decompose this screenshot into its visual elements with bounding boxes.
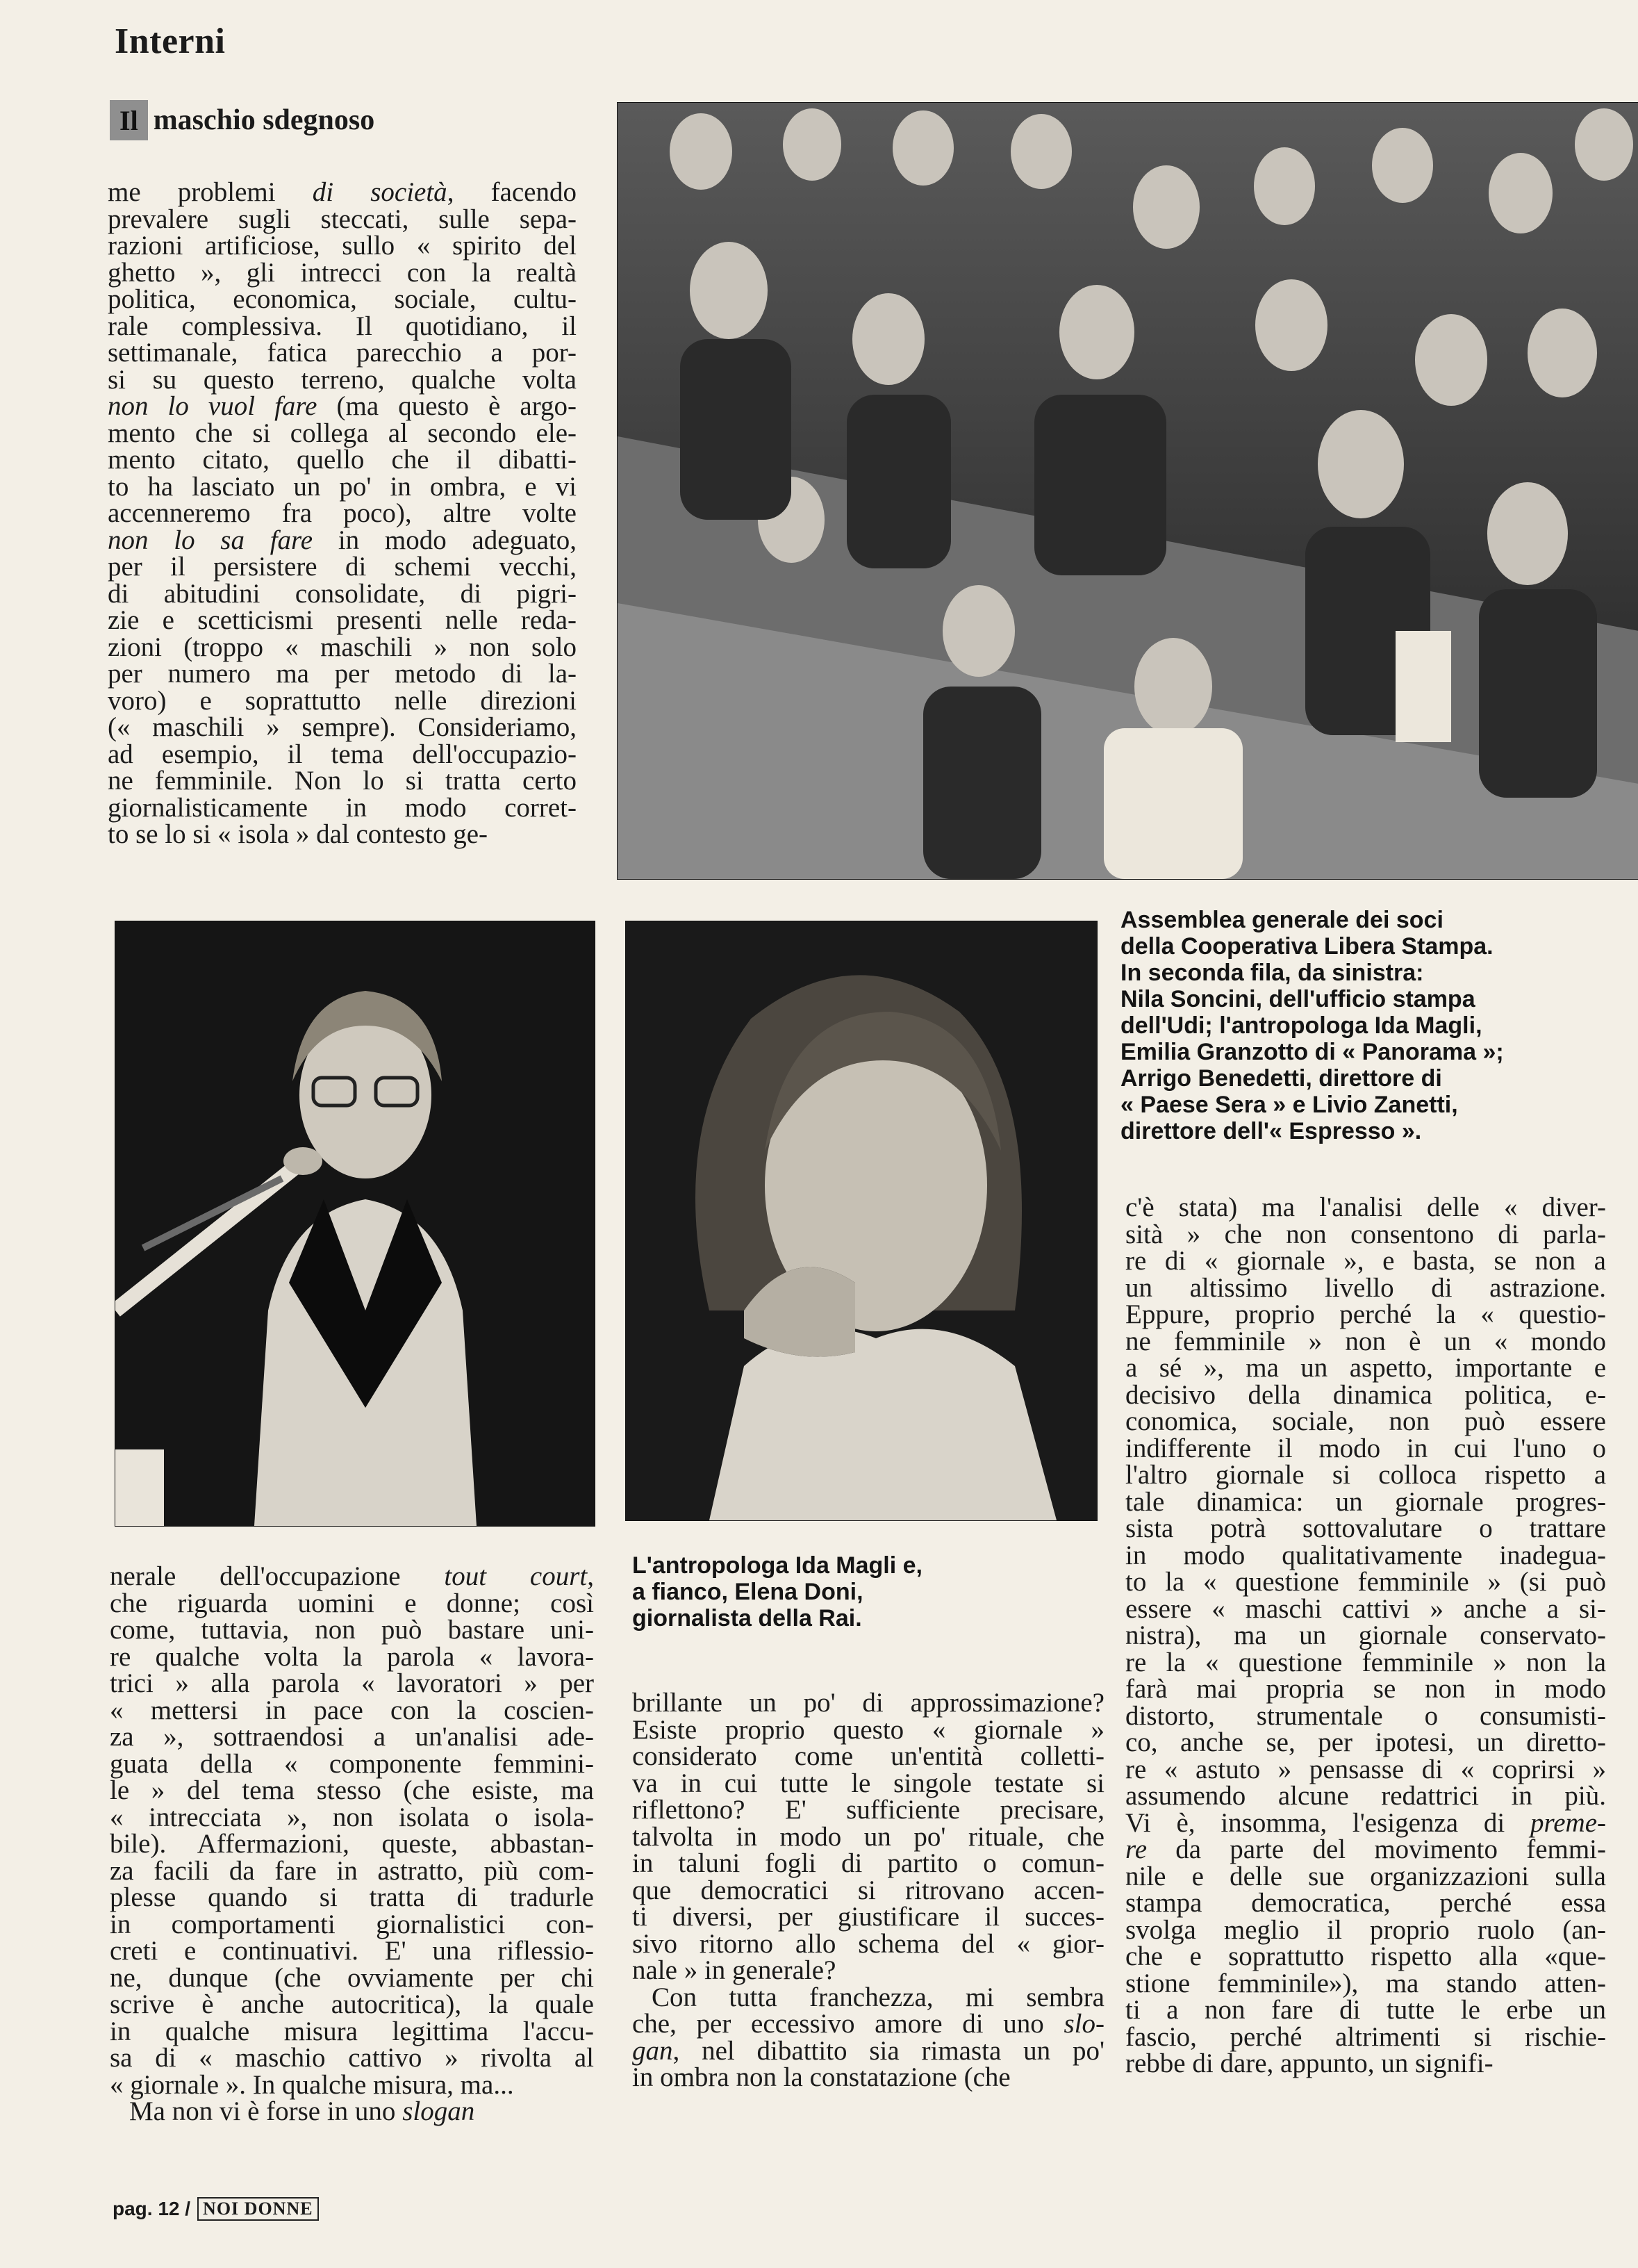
text-line: trici » alla parola « lavoratori » per [110, 1668, 594, 1698]
text-line: za facili da fare in astratto, più com- [110, 1855, 594, 1886]
caption-line: direttore dell'« Espresso ». [1120, 1118, 1422, 1144]
page-footer [113, 2197, 319, 2221]
text-column-left [110, 1563, 594, 2126]
text-line: considerato come un'entità colletti- [632, 1741, 1105, 1771]
text-line: che e soprattutto rispetto alla «que- [1125, 1941, 1606, 1971]
rubric-box: Il [110, 100, 148, 140]
text-line: non lo sa fare in modo adeguato, [108, 525, 577, 555]
text-line: nale » in generale? [632, 1955, 836, 1985]
text-line: creti e continuativi. E' una riflessio- [110, 1936, 594, 1966]
text-line: sista potrà sottovalutare o trattare [1125, 1513, 1606, 1543]
text-line: re di « giornale », e basta, se non a [1125, 1246, 1606, 1276]
text-line: to ha lasciato un po' in ombra, e vi [108, 471, 577, 502]
caption-line: Arrigo Benedetti, direttore di [1120, 1065, 1442, 1092]
page-number: pag. 12 / [113, 2198, 191, 2219]
caption-assembly-photo [1120, 907, 1579, 1144]
text-line: guata della « componente femmini- [110, 1748, 594, 1779]
text-line: assumendo alcune redattrici in più. [1125, 1781, 1606, 1811]
text-line: che, per eccessivo amore di uno slo- [632, 2009, 1105, 2039]
text-line: co, anche se, per ipotesi, un direttο- [1125, 1727, 1606, 1757]
text-line: prevalere sugli steccati, sulle sepa- [108, 204, 577, 234]
text-line: per il persistere di schemi vecchi, [108, 552, 577, 582]
text-line: politica, economica, sociale, cultu- [108, 284, 577, 314]
text-line: c'è stata) ma l'analisi delle « diver- [1125, 1192, 1606, 1222]
text-line: ne femminile. Non lo si tratta certo [108, 766, 577, 796]
text-line: si su questo terreno, qualche volta [108, 364, 577, 395]
text-line: le » del tema stesso (che esiste, ma [110, 1775, 594, 1805]
text-line: a sé », ma un aspetto, importante e [1125, 1353, 1606, 1383]
text-line: gan, nel dibattito sia rimasta un po' [632, 2035, 1105, 2066]
caption-line: « Paese Sera » e Livio Zanetti, [1120, 1092, 1458, 1118]
text-line: nerale dell'occupazione tout court, [110, 1561, 594, 1591]
caption-line: della Cooperativa Libera Stampa. [1120, 933, 1494, 960]
text-line: stampa democratica, perché essa [1125, 1888, 1606, 1918]
caption-line: Emilia Granzotto di « Panorama »; [1120, 1039, 1504, 1065]
text-line: rebbe di dare, appunto, un signifi- [1125, 2048, 1494, 2078]
text-line: brillante un po' di approssimazione? [632, 1688, 1105, 1718]
speaker-photo-graphic [115, 921, 595, 1526]
text-line: in qualche misura legittima l'accu- [110, 2016, 594, 2046]
text-line: ti diversi, per giustificare il succes- [632, 1902, 1105, 1932]
rubric-title: maschio sdegnoso [153, 104, 375, 136]
text-line: come, tuttavia, non può bastare uni- [110, 1615, 594, 1645]
rubric [110, 101, 374, 140]
text-line: rale complessiva. Il quotidiano, il [108, 311, 577, 341]
text-line: di abitudini consolidate, di pigri- [108, 578, 577, 609]
caption-line: Nila Soncini, dell'ufficio stampa [1120, 986, 1475, 1012]
caption-line: Assemblea generale dei soci [1120, 907, 1443, 933]
magazine-logo: NOI DONNE [197, 2197, 319, 2221]
text-line: distorto, strumentale o consumisti- [1125, 1700, 1606, 1731]
text-line: « giornale ». In qualche misura, ma... [110, 2069, 514, 2100]
caption-line: giornalista della Rai. [632, 1605, 862, 1632]
text-line: farà mai propria se non in modo [1125, 1674, 1606, 1704]
section-title: Interni [115, 22, 226, 61]
text-line: ne femminile » non è un « mondo [1125, 1326, 1606, 1356]
text-line: me problemi di società, facendo [108, 177, 577, 207]
caption-portrait-photos [632, 1552, 1091, 1632]
text-line: stione femminile»), ma stando atten- [1125, 1968, 1606, 1998]
text-line: « intrecciata », non isolata o isola- [110, 1802, 594, 1832]
text-line: in taluni fogli di partito o comun- [632, 1848, 1105, 1878]
text-line: (« maschili » sempre). Consideriamo, [108, 712, 577, 742]
text-line: voro) e soprattutto nelle direzioni [108, 685, 577, 716]
text-line: settimanale, fatica parecchio a por- [108, 338, 577, 368]
text-line: svolga meglio il proprio ruolo (an- [1125, 1914, 1606, 1945]
text-line: que democratici si ritrovano accen- [632, 1875, 1105, 1905]
text-line: to la « questione femminile » (si può [1125, 1567, 1606, 1597]
caption-line: dell'Udi; l'antropologa Ida Magli, [1120, 1012, 1482, 1039]
text-line: conomica, sociale, non può essere [1125, 1406, 1606, 1436]
text-line: per numero ma per metodo di la- [108, 659, 577, 689]
text-line: bile). Affermazioni, queste, abbastan- [110, 1829, 594, 1859]
text-line: tale dinamica: un giornale progres- [1125, 1486, 1606, 1517]
text-line: decisivo della dinamica politica, e- [1125, 1379, 1606, 1410]
text-line: Vi è, insomma, l'esigenza di preme- [1125, 1807, 1606, 1838]
text-line: in modo qualitativamente inadegua- [1125, 1540, 1606, 1570]
caption-line: L'antropologa Ida Magli e, [632, 1552, 923, 1579]
text-line: mento citato, quello che il dibatti- [108, 445, 577, 475]
text-line: in comportamenti giornalistici con- [110, 1909, 594, 1939]
text-line: Esiste proprio questo « giornale » [632, 1714, 1105, 1745]
text-line: re « astuto » pensasse di « coprirsi » [1125, 1754, 1606, 1784]
text-line: plesse quando si tratta di tradurle [110, 1882, 594, 1912]
text-line: Con tutta franchezza, mi sembra [652, 1982, 1105, 2012]
text-line: za », sottraendosi a un'analisi ade- [110, 1722, 594, 1752]
text-line: sità » che non consentono di parla- [1125, 1219, 1606, 1249]
text-line: Ma non vi è forse in uno slogan [129, 2096, 475, 2126]
text-line: razioni artificiose, sullo « spirito del [108, 231, 577, 261]
photo-ida-magli-speaking [115, 921, 595, 1527]
text-line: non lo vuol fare (ma questo è argo- [108, 391, 577, 421]
text-column-top [108, 179, 577, 848]
text-line: riflettono? E' sufficiente precisare, [632, 1795, 1105, 1825]
text-line: accenneremo fra poco), altre volte [108, 498, 577, 528]
text-line: Eppure, proprio perché la « questio- [1125, 1299, 1606, 1329]
text-line: « mettersi in pace con la coscien- [110, 1695, 594, 1725]
text-column-middle [632, 1690, 1105, 2092]
text-line: zioni (troppo « maschili » non solo [108, 632, 577, 662]
text-line: indifferente il modo in cui l'uno o [1125, 1433, 1606, 1463]
text-line: che riguarda uomini e donne; così [110, 1588, 594, 1618]
text-line: to se lo si « isola » dal contesto ge- [108, 819, 488, 849]
text-line: re qualche volta la parola « lavora- [110, 1641, 594, 1672]
portrait-photo-graphic [626, 921, 1097, 1520]
text-line: ad esempio, il tema dell'occupazio- [108, 739, 577, 769]
photo-elena-doni-portrait [625, 921, 1098, 1521]
text-line: ti a non fare di tutte le erbe un [1125, 1995, 1606, 2025]
text-line: mento che si collega al secondo ele- [108, 418, 577, 448]
text-line: re la « questione femminile » non la [1125, 1647, 1606, 1677]
caption-line: In seconda fila, da sinistra: [1120, 960, 1424, 986]
text-line: zie e scetticismi presenti nelle reda- [108, 605, 577, 635]
photo-assembly-audience [617, 102, 1638, 880]
text-line: sa di « maschio cattivo » rivolta al [110, 2043, 594, 2073]
text-line: ghetto », gli intrecci con la realtà [108, 257, 577, 288]
text-line: nistra), ma un giornale conservato- [1125, 1620, 1606, 1650]
text-line: scrive è anche autocritica), la quale [110, 1989, 594, 2019]
text-line: in ombra non la constatazione (che [632, 2062, 1011, 2092]
text-column-right [1125, 1194, 1606, 2078]
text-line: talvolta in modo un po' rituale, che [632, 1821, 1105, 1852]
audience-photo-graphic [618, 103, 1638, 879]
text-line: nile e delle sue organizzazioni sulla [1125, 1861, 1606, 1891]
text-line: ne, dunque (che ovviamente per chi [110, 1962, 594, 1993]
text-line: un altissimo livello di astrazione. [1125, 1272, 1606, 1303]
text-line: giornalisticamente in modo corret- [108, 792, 577, 823]
text-line: essere « maschi cattivi » anche a si- [1125, 1593, 1606, 1624]
text-line: fascio, perché altrimenti si rischie- [1125, 2021, 1606, 2052]
text-line: sivo ritorno allo schema del « gior- [632, 1928, 1105, 1959]
text-line: va in cui tutte le singole testate si [632, 1768, 1105, 1798]
text-line: l'altro giornale si colloca rispetto a [1125, 1460, 1606, 1490]
caption-line: a fianco, Elena Doni, [632, 1579, 863, 1605]
text-line: re da parte del movimento femmi- [1125, 1834, 1606, 1864]
